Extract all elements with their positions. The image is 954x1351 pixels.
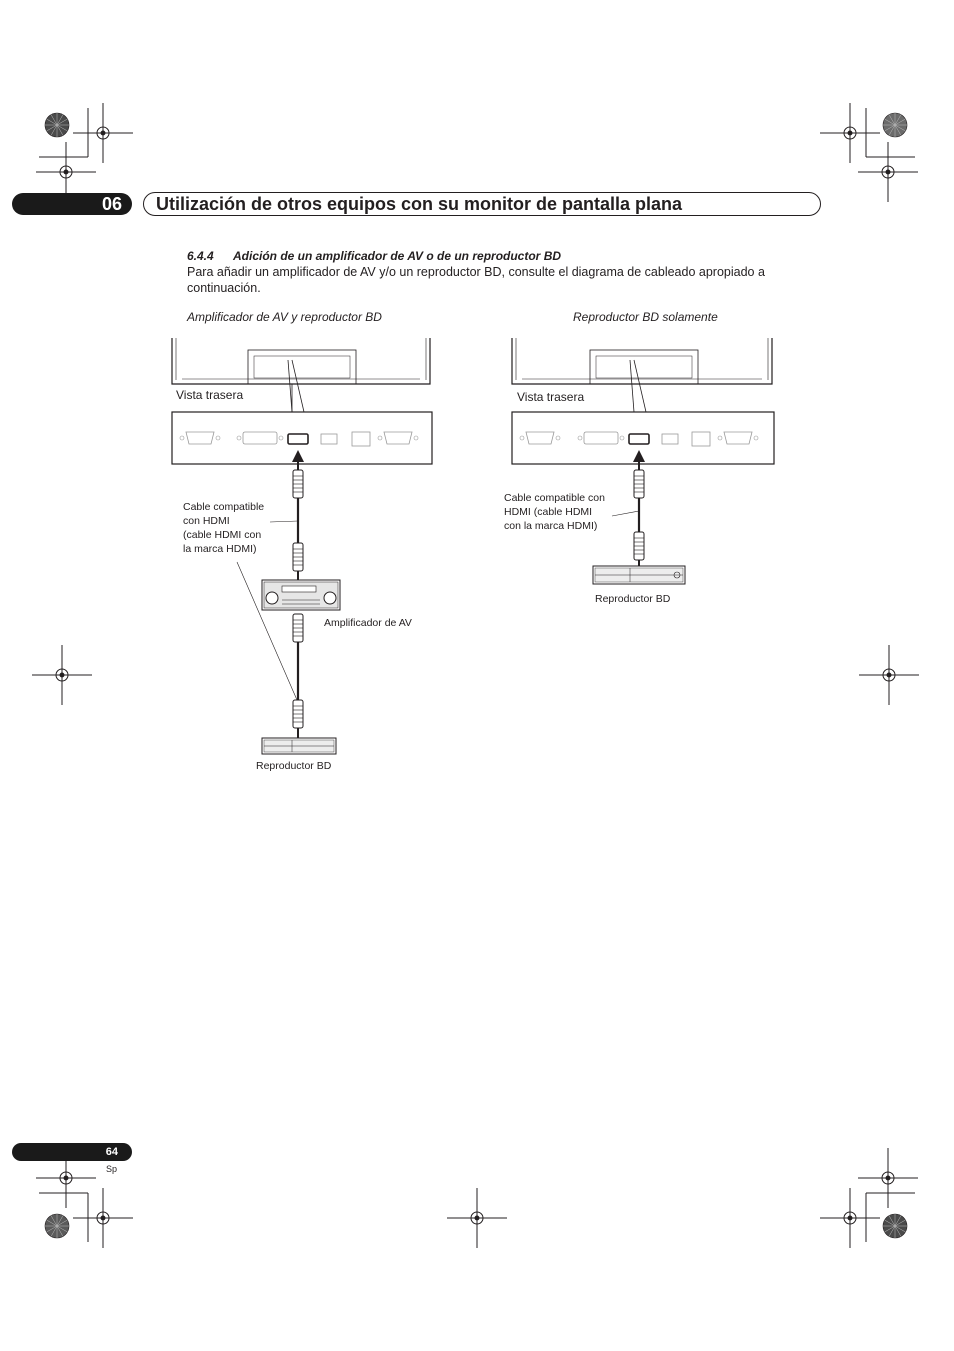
page-number-badge: 64 — [12, 1143, 132, 1161]
section-title: Adición de un amplificador de AV o de un reproductor BD — [233, 249, 562, 263]
left-cable-line-2: con HDMI — [183, 515, 230, 527]
right-cable-line-1: Cable compatible con — [504, 492, 605, 504]
left-diagram-title: Amplificador de AV y reproductor BD — [187, 310, 382, 324]
right-bd-player-drawing — [593, 566, 685, 584]
left-cable-line-1: Cable compatible — [183, 501, 265, 513]
left-amplifier-label: Amplificador de AV — [324, 617, 412, 629]
right-rear-view-label: Vista trasera — [517, 390, 585, 404]
right-cable-line-3: con la marca HDMI) — [504, 520, 598, 532]
chapter-title: Utilización de otros equipos con su monitor de pantalla plana — [143, 192, 821, 216]
hdmi-port-icon — [288, 434, 308, 444]
left-monitor-back-drawing — [172, 338, 430, 412]
left-cable-line-3: (cable HDMI con — [183, 529, 262, 541]
left-bd-player-drawing — [262, 738, 336, 754]
page-language-code: Sp — [106, 1164, 118, 1174]
up-arrow-icon — [292, 450, 304, 462]
right-player-label: Reproductor BD — [595, 593, 671, 605]
up-arrow-icon — [633, 450, 645, 462]
av-amplifier-drawing — [262, 580, 340, 610]
hdmi-port-icon — [629, 434, 649, 444]
right-monitor-back-drawing — [512, 338, 772, 412]
left-rear-view-label: Vista trasera — [176, 388, 244, 402]
section-number: 6.4.4 — [187, 249, 214, 263]
right-diagram-title: Reproductor BD solamente — [573, 310, 718, 324]
chapter-number-badge: 06 — [12, 193, 132, 215]
right-cable-line-2: HDMI (cable HDMI — [504, 506, 593, 518]
section-intro-paragraph: Para añadir un amplificador de AV y/o un reproductor BD, consulte el diagrama de cableado apropiado a continuación. — [187, 265, 765, 295]
left-player-label: Reproductor BD — [256, 760, 332, 772]
left-cable-line-4: la marca HDMI) — [183, 543, 257, 555]
